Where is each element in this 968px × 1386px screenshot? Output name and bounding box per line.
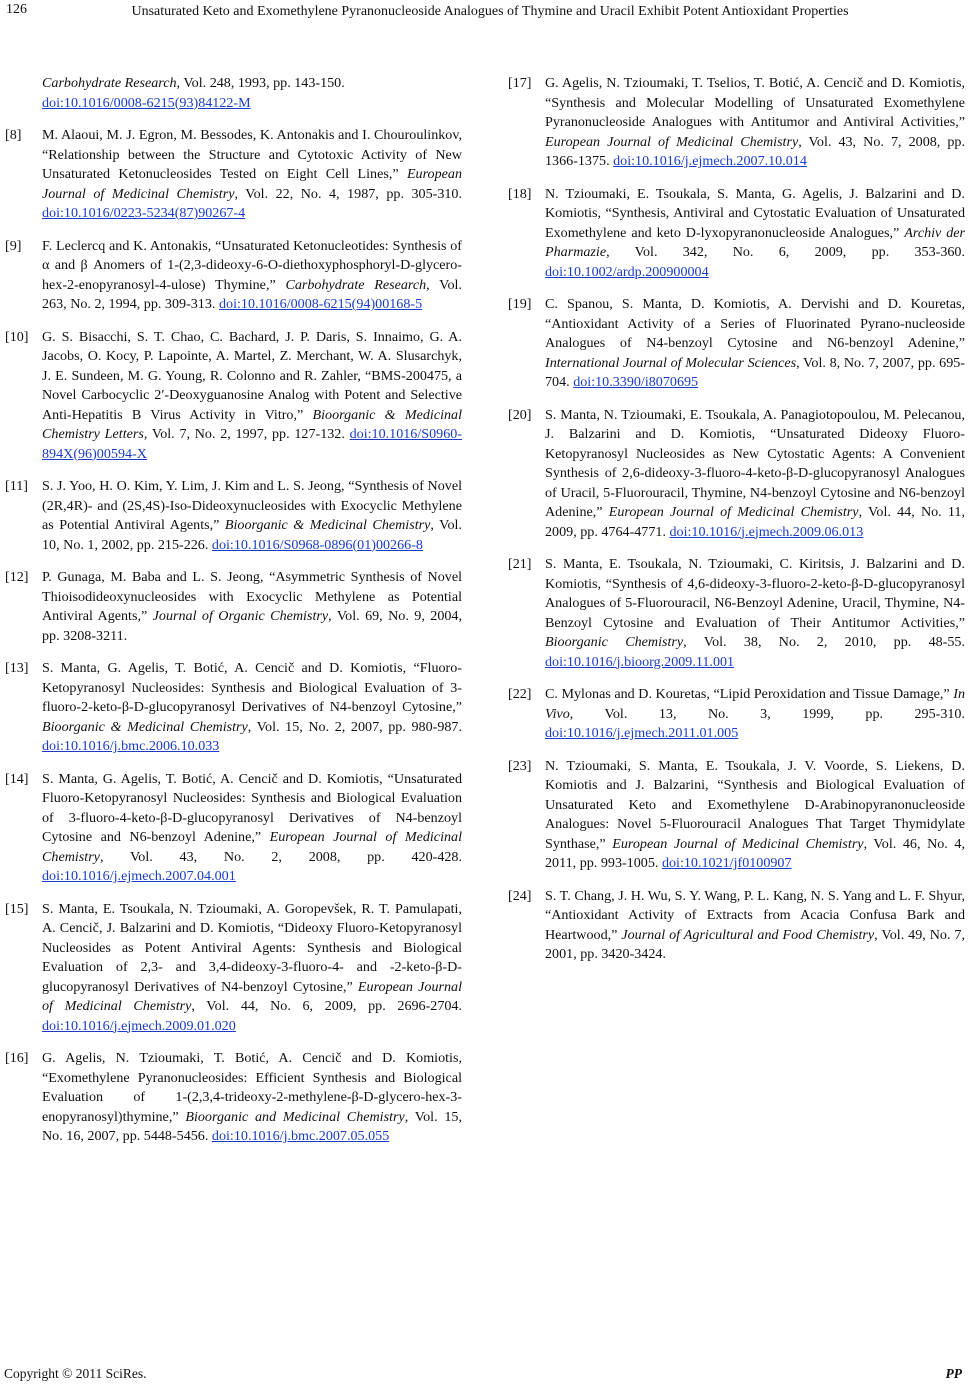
- ref-journal: Bioorganic Chemistry: [545, 634, 684, 650]
- doi-link[interactable]: doi:10.1016/0008-6215(94)00168-5: [218, 296, 423, 312]
- ref-authors-title: S. Manta, E. Tsoukala, N. Tzioumaki, A. Goropevšek, R. T. Pamulapati, A. Cencič, J. Balzarini and D. Komiotis, “Dideoxy Fluoro-Ketopyranosyl Nucleosides as Potent Antiviral Agents: Synthesis and Biological Evaluation of 2,3- and 3,4-dideoxy-3-fluoro-4- and -2-keto-β-D-glucopyranosyl Derivatives of N4-benzoyl Cytosine,”: [42, 900, 462, 995]
- reference-body: [545, 74, 965, 172]
- ref-authors-title: C. Mylonas and D. Kouretas, “Lipid Peroxidation and Tissue Damage,”: [545, 686, 954, 702]
- ref-details: , Vol. 342, No. 6, 2009, pp. 353-360.: [606, 244, 965, 260]
- reference-body: [42, 770, 462, 887]
- journal-abbrev: PP: [945, 1366, 962, 1381]
- ref-journal: International Journal of Molecular Sciences: [545, 354, 797, 371]
- doi-link[interactable]: doi:10.1016/j.bioorg.2009.11.001: [545, 653, 735, 670]
- ref-journal: Bioorganic & Medicinal Chemistry: [42, 718, 248, 735]
- doi-link[interactable]: doi:10.1016/j.bmc.2007.05.055: [211, 1128, 390, 1144]
- reference-body: [42, 900, 462, 1037]
- ref-journal: European Journal of Medicinal Chemistry: [608, 504, 859, 520]
- page-number: 126: [6, 2, 27, 17]
- reference-body: [42, 237, 462, 315]
- ref-details: , Vol. 44, No. 6, 2009, pp. 2696-2704.: [191, 998, 462, 1014]
- doi-link[interactable]: doi:10.1021/jf0100907: [661, 855, 792, 871]
- ref-authors-title: C. Spanou, S. Manta, D. Komiotis, A. Dervishi and D. Kouretas, “Antioxidant Activity of a Series of Fluorinated Pyrano-nucleoside Analogues of N4-benzoyl Cytosine and N6-benzoyl Adenine,”: [545, 296, 965, 351]
- ref-journal: European Journal of Medicinal Chemistry: [42, 978, 463, 1014]
- ref-journal: Journal of Agricultural and Food Chemistry: [621, 926, 875, 943]
- reference-body: [545, 887, 965, 965]
- reference-body: [42, 477, 462, 555]
- doi-link[interactable]: doi:10.1016/S0968-0896(01)00266-8: [211, 536, 423, 553]
- reference-entry: [5, 900, 463, 1037]
- ref-details: , Vol. 43, No. 7, 2008, pp. 1366-1375.: [545, 133, 965, 169]
- reference-entry: [5, 1049, 462, 1147]
- doi-link[interactable]: doi:10.1016/j.ejmech.2011.01.005: [545, 725, 739, 741]
- reference-number: [21]: [508, 556, 532, 572]
- reference-number: [12]: [5, 569, 29, 585]
- ref-journal: Journal of Organic Chemistry: [152, 608, 329, 624]
- ref-authors-title: S. Manta, E. Tsoukala, N. Tzioumaki, C. Kiritsis, J. Balzarini and D. Komiotis, “Synthesis of 4,6-dideoxy-3-fluoro-2-keto-β-D-glucopyranosyl Analogues of 5-Fluorouracil, N6-Benzoyl Adenine, Uracil, Thymine, N4-Benzoyl Cytosine and Evaluation of Their Antitumor Activities,”: [545, 556, 965, 631]
- reference-number: [15]: [5, 900, 29, 917]
- ref-authors-title: F. Leclercq and K. Antonakis, “Unsaturated Ketonucleotides: Synthesis of α and β Anomers of 1-(2,3-dideoxy-6-O-diethoxyphosphoryl-D-glycero-hex-2-enopyranosyl-4-ulose) Thymine,”: [42, 237, 462, 293]
- ref-journal: European Journal of Medicinal Chemistry: [612, 835, 864, 852]
- ref-journal: European Journal of Medicinal Chemistry: [42, 166, 462, 202]
- continued-reference: [42, 74, 462, 113]
- reference-entry: [508, 555, 966, 672]
- ref-details: , Vol. 248, 1993, pp. 143-150.: [176, 75, 345, 91]
- reference-body: [545, 757, 965, 874]
- reference-entry: [508, 887, 965, 965]
- reference-body: [42, 1049, 462, 1147]
- ref-authors-title: G. Agelis, N. Tzioumaki, T. Tselios, T. Botić, A. Cencič and D. Komiotis, “Synthesis and Molecular Modelling of Unsaturated Exomethylene Pyranonucleoside Analogues with Antitumor and Antiviral Activities,”: [545, 75, 965, 130]
- reference-entry: [5, 237, 462, 315]
- ref-authors-title: G. S. Bisacchi, S. T. Chao, C. Bachard, J. P. Daris, S. Innaimo, G. A. Jacobs, O. Kocy, P. Lapointe, A. Martel, Z. Merchant, W. A. Slusarchyk, J. E. Sundeen, M. G. Young, R. Colonno and R. Zahler, “BMS-200475, a Novel Carbocyclic 2′-Deoxyguanosine Analog with Potent and Selective Anti-Hepatitis B Virus Activity in Vitro,”: [42, 328, 462, 423]
- ref-details: , Vol. 46, No. 4, 2011, pp. 993-1005.: [545, 835, 965, 871]
- reference-entry: [508, 74, 965, 172]
- ref-journal: In Vivo: [545, 686, 965, 722]
- ref-details: , Vol. 263, No. 2, 1994, pp. 309-313.: [42, 276, 462, 312]
- ref-authors-title: P. Gunaga, M. Baba and L. S. Jeong, “Asymmetric Synthesis of Novel Thioisodideoxynucleosides with Exocyclic Methylene as Potential Antiviral Agents,”: [42, 569, 462, 624]
- ref-journal: European Journal of Medicinal Chemistry: [42, 829, 462, 865]
- doi-link[interactable]: doi:10.1016/0008-6215(93)84122-M: [42, 94, 251, 111]
- reference-entry: [508, 757, 965, 874]
- doi-link[interactable]: doi:10.1016/0223-5234(87)90267-4: [42, 205, 246, 221]
- ref-journal: Bioorganic & Medicinal Chemistry Letters: [42, 406, 462, 442]
- reference-body: [42, 328, 462, 465]
- ref-details: , Vol. 8, No. 7, 2007, pp. 695-704.: [545, 354, 965, 390]
- reference-entry: [508, 185, 966, 283]
- doi-link[interactable]: doi:10.3390/i8070695: [573, 374, 699, 390]
- reference-body: [545, 185, 965, 283]
- ref-authors-title: G. Agelis, N. Tzioumaki, T. Botić, A. Cencič and D. Komiotis, “Exomethylene Pyranonucleosides: Efficient Synthesis and Biological Evaluation of 1-(2,3,4-trideoxy-2-methylene-β-D-glycero-hex-3-enopyranosyl)thymine,”: [42, 1050, 462, 1125]
- reference-number: [23]: [508, 757, 532, 774]
- ref-authors-title: S. Manta, N. Tzioumaki, E. Tsoukala, A. Panagiotopoulou, M. Pelecanou, J. Balzarini and D. Komiotis, “Unsaturated Dideoxy Fluoro-Ketopyranosyl Nucleosides as New Cytostatic Agents: A Convenient Synthesis of 2,6-dideoxy-3-fluoro-4-keto-β-D-glucopyranosyl Analogues of Uracil, 5-Fluorouracil, Thymine, N4-benzoyl Cytosine and N6-benzoyl Adenine,”: [545, 406, 965, 520]
- ref-journal: Carbohydrate Research: [285, 276, 427, 293]
- doi-link[interactable]: doi:10.1016/j.ejmech.2007.10.014: [613, 153, 807, 169]
- doi-link[interactable]: doi:10.1016/j.ejmech.2007.04.001: [42, 868, 236, 884]
- doi-link[interactable]: doi:10.1002/ardp.200900004: [545, 263, 709, 280]
- ref-details: , Vol. 22, No. 4, 1987, pp. 305-310.: [234, 185, 462, 202]
- reference-number: [14]: [5, 770, 29, 787]
- reference-body: [545, 685, 965, 744]
- running-title: Unsaturated Keto and Exomethylene Pyranonucleoside Analogues of Thymine and Uracil Exhibit Potent Antioxidant Properties: [131, 4, 849, 19]
- reference-entry: [5, 126, 462, 224]
- doi-link[interactable]: doi:10.1016/S0960-894X(96)00594-X: [42, 426, 462, 462]
- ref-authors-title: S. J. Yoo, H. O. Kim, Y. Lim, J. Kim and L. S. Jeong, “Synthesis of Novel (2R,4R)- and (2S,4S)-Iso-Dideoxynucleosides with Exocyclic Methylene as Potential Antiviral Agents,”: [42, 478, 462, 533]
- reference-number: [22]: [508, 686, 532, 702]
- ref-authors-title: S. Manta, G. Agelis, T. Botić, A. Cencič and D. Komiotis, “Unsaturated Fluoro-Ketopyranosyl Nucleosides: Synthesis and Biological Evaluation of 3-fluoro-4-keto-β-D-glucopyranosyl Derivatives of N4-benzoyl Cytosine and N6-benzoyl Adenine,”: [42, 770, 462, 845]
- reference-number: [24]: [508, 887, 532, 904]
- reference-number: [13]: [5, 660, 29, 676]
- reference-entry: [5, 770, 462, 887]
- right-column: [508, 74, 966, 978]
- ref-details: , Vol. 13, No. 3, 1999, pp. 295-310.: [569, 705, 965, 722]
- ref-authors-title: S. Manta, G. Agelis, T. Botić, A. Cencič and D. Komiotis, “Fluoro-Ketopyranosyl Nucleosides: Synthesis and Biological Evaluation of 3-fluoro-2-keto-β-D-glucopyranosyl Derivatives of N4-benzoyl Cytosine,”: [42, 660, 462, 715]
- reference-entry: [5, 477, 462, 555]
- page-header: [0, 0, 968, 44]
- ref-details: , Vol. 69, No. 9, 2004, pp. 3208-3211.: [42, 608, 462, 644]
- reference-body: [545, 555, 965, 672]
- ref-journal: Carbohydrate Research: [42, 75, 177, 91]
- ref-journal: Archiv der Pharmazie: [545, 224, 966, 260]
- reference-number: [19]: [508, 296, 532, 312]
- ref-journal: Bioorganic & Medicinal Chemistry: [224, 517, 431, 533]
- ref-journal: Bioorganic and Medicinal Chemistry: [185, 1108, 405, 1125]
- doi-link[interactable]: doi:10.1016/j.ejmech.2009.06.013: [669, 523, 864, 540]
- ref-authors-title: S. T. Chang, J. H. Wu, S. Y. Wang, P. L. Kang, N. S. Yang and L. F. Shyur, “Antioxidant Activity of Extracts from Acacia Confusa Bark and Heartwood,”: [545, 887, 965, 943]
- reference-entry: [508, 295, 965, 393]
- doi-link[interactable]: doi:10.1016/j.bmc.2006.10.033: [42, 738, 220, 754]
- ref-details: , Vol. 49, No. 7, 2001, pp. 3420-3424.: [545, 926, 965, 962]
- reference-number: [16]: [5, 1050, 29, 1066]
- doi-link[interactable]: doi:10.1016/j.ejmech.2009.01.020: [42, 1017, 236, 1034]
- ref-details: , Vol. 44, No. 11, 2009, pp. 4764-4771.: [545, 504, 965, 540]
- reference-body: [42, 659, 462, 757]
- left-column: [5, 74, 463, 1160]
- reference-number: [10]: [5, 328, 29, 345]
- reference-body: [42, 126, 462, 224]
- reference-entry: [508, 406, 965, 543]
- reference-entry: [508, 685, 965, 744]
- ref-details: , Vol. 15, No. 16, 2007, pp. 5448-5456.: [42, 1108, 462, 1144]
- ref-authors-title: N. Tzioumaki, S. Manta, E. Tsoukala, J. V. Voorde, S. Liekens, D. Komiotis and J. Balzarini, “Synthesis and Biological Evaluation of Unsaturated Keto and Exomethylene D-Arabinopyranonucleoside Analogues: Novel 5-Fluorouracil Analogues That Target Thymidylate Synthase,”: [545, 757, 965, 852]
- ref-details: , Vol. 10, No. 1, 2002, pp. 215-226.: [42, 517, 462, 553]
- page-footer: [0, 1366, 968, 1386]
- ref-details: , Vol. 43, No. 2, 2008, pp. 420-428.: [99, 848, 462, 865]
- reference-number: [17]: [508, 75, 532, 91]
- ref-authors-title: M. Alaoui, M. J. Egron, M. Bessodes, K. Antonakis and I. Chouroulinkov, “Relationship between the Structure and Cytotoxic Activity of New Unsaturated Ketonucleosides Tested on Eight Cell Lines,”: [42, 127, 462, 182]
- reference-body: [42, 568, 462, 646]
- copyright-text: Copyright © 2011 SciRes.: [4, 1366, 147, 1381]
- reference-body: [545, 406, 965, 543]
- reference-number: [11]: [5, 478, 28, 494]
- reference-entry: [5, 659, 462, 757]
- reference-body: [545, 295, 965, 393]
- ref-journal: European Journal of Medicinal Chemistry: [545, 133, 799, 150]
- reference-entry: [5, 328, 462, 465]
- ref-authors-title: N. Tzioumaki, E. Tsoukala, S. Manta, G. Agelis, J. Balzarini and D. Komiotis, “Synthesis, Antiviral and Cytostatic Evaluation of Unsaturated Exomethylene and keto D-lyxopyranonucleoside Analogues,”: [545, 185, 965, 241]
- reference-number: [9]: [5, 237, 22, 254]
- ref-details: , Vol. 7, No. 2, 1997, pp. 127-132.: [143, 426, 345, 442]
- reference-entry: [5, 568, 462, 646]
- ref-details: , Vol. 38, No. 2, 2010, pp. 48-55.: [683, 634, 966, 650]
- reference-number: [8]: [5, 127, 22, 143]
- ref-details: , Vol. 15, No. 2, 2007, pp. 980-987.: [247, 718, 462, 735]
- reference-number: [20]: [508, 406, 532, 423]
- reference-number: [18]: [508, 185, 532, 202]
